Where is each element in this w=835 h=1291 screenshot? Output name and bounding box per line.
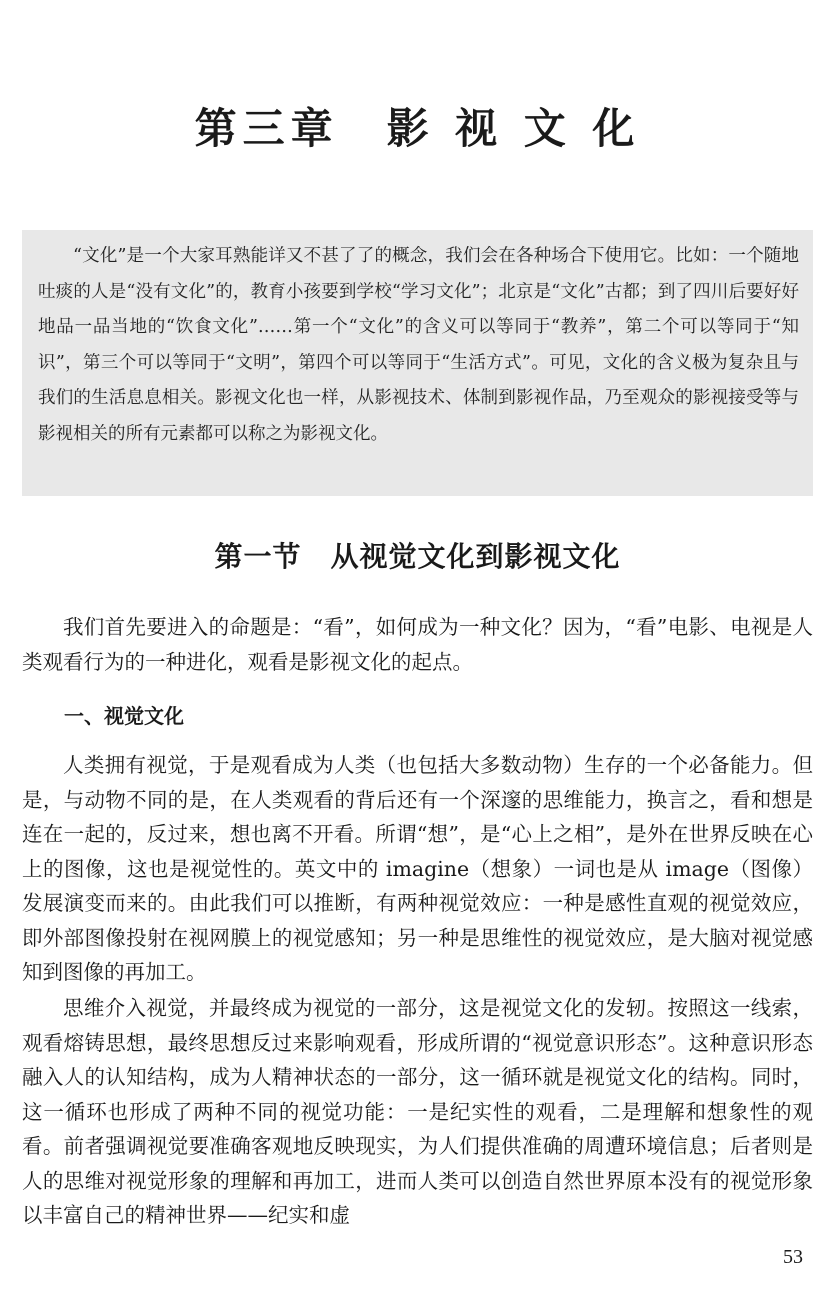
subsection-heading: 一、视觉文化	[64, 704, 184, 728]
body-paragraph-1: 我们首先要进入的命题是：“看”，如何成为一种文化？因为，“看”电影、电视是人类观看行为的一种进化，观看是影视文化的起点。	[22, 615, 813, 674]
chapter-title: 第三章 影 视 文 化	[194, 104, 641, 153]
body-paragraph-2: 人类拥有视觉，于是观看成为人类（也包括大多数动物）生存的一个必备能力。但是，与动物不同的是，在人类观看的背后还有一个深邃的思维能力，换言之，看和想是连在一起的，反过来，想也离不开看。所谓“想”，是“心上之相”，是外在世界反映在心上的图像，这也是视觉性的。英文中的 imagine（想象）一词也是从 image（图像）发展演变而来的。由此我们可以推断，有两种视觉效应：一种是感性直观的视觉效应，即外部图像投射在视网膜上的视觉感知；另一种是思维性的视觉效应，是大脑对视觉感知到图像的再加工。	[22, 753, 813, 984]
chapter-intro-box	[22, 230, 813, 496]
section-title: 第一节 从视觉文化到影视文化	[214, 540, 621, 573]
page-number: 53	[783, 1246, 803, 1268]
body-paragraph-3: 思维介入视觉，并最终成为视觉的一部分，这是视觉文化的发轫。按照这一线索，观看熔铸思想，最终思想反过来影响观看，形成所谓的“视觉意识形态”。这种意识形态融入人的认知结构，成为人精神状态的一部分，这一循环就是视觉文化的结构。同时，这一循环也形成了两种不同的视觉功能：一是纪实性的观看，二是理解和想象性的观看。前者强调视觉要准确客观地反映现实，为人们提供准确的周遭环境信息；后者则是人的思维对视觉形象的理解和再加工，进而人类可以创造自然世界原本没有的视觉形象以丰富自己的精神世界——纪实和虚	[22, 996, 813, 1227]
intro-paragraph: “文化”是一个大家耳熟能详又不甚了了的概念，我们会在各种场合下使用它。比如：一个随地吐痰的人是“没有文化”的，教育小孩要到学校“学习文化”；北京是“文化”古都；到了四川后要好好地品一品当地的“饮食文化”……第一个“文化”的含义可以等同于“教养”，第二个可以等同于“知识”，第三个可以等同于“文明”，第四个可以等同于“生活方式”。可见，文化的含义极为复杂且与我们的生活息息相关。影视文化也一样，从影视技术、体制到影视作品，乃至观众的影视接受等与影视相关的所有元素都可以称之为影视文化。	[38, 246, 799, 444]
